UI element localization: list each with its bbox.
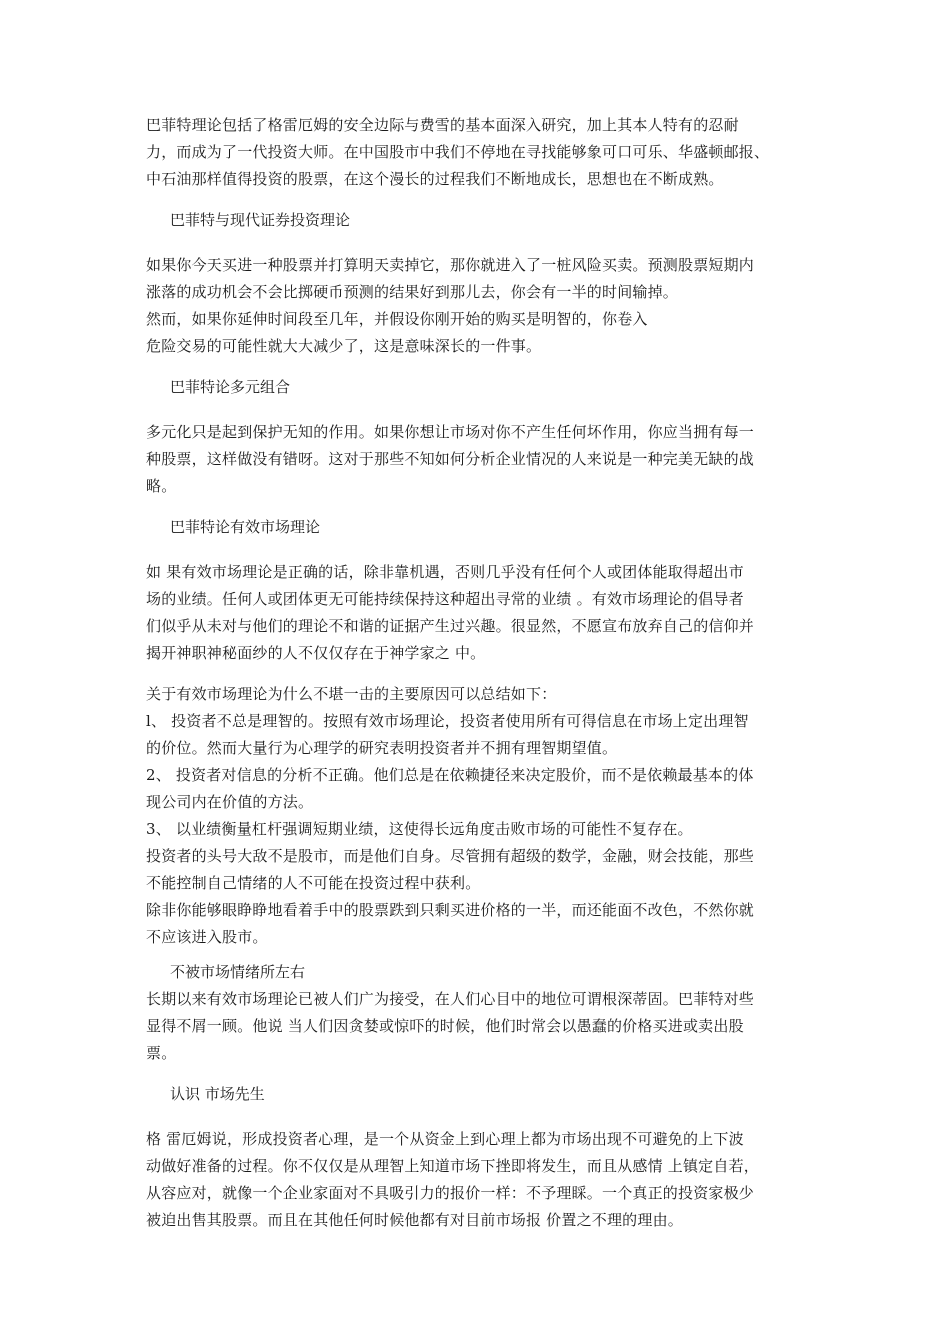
text-line: 除非你能够眼睁睁地看着手中的股票跌到只剩买进价格的一半，而还能面不改色，不然你就 xyxy=(146,901,755,919)
section-heading-efficient-market: 巴菲特论有效市场理论 xyxy=(170,518,321,536)
text-line: 的价位。然而大量行为心理学的研究表明投资者并不拥有理智期望值。 xyxy=(146,739,618,757)
section-heading-mr-market: 认识 市场先生 xyxy=(170,1085,265,1103)
text-line: 多元化只是起到保护无知的作用。如果你想让市场对你不产生任何坏作用，你应当拥有每一 xyxy=(146,423,755,441)
text-line: 长期以来有效市场理论已被人们广为接受，在人们心目中的地位可谓根深蒂固。巴菲特对些 xyxy=(146,990,755,1008)
text-line: 格 雷厄姆说，形成投资者心理，是一个从资金上到心理上都为市场出现不可避免的上下波 xyxy=(146,1130,744,1148)
text-line: 投资者的头号大敌不是股市，而是他们自身。尽管拥有超级的数学，金融，财会技能，那些 xyxy=(146,847,755,865)
reasons-list xyxy=(146,681,810,951)
section-heading-diversification: 巴菲特论多元组合 xyxy=(170,378,291,396)
text-line: 中石油那样值得投资的股票，在这个漫长的过程我们不断地成长，思想也在不断成熟。 xyxy=(146,170,724,188)
text-line: 巴菲特理论包括了格雷厄姆的安全边际与费雪的基本面深入研究，加上其本人特有的忍耐 xyxy=(146,116,739,134)
text-line: 场的业绩。任何人或团体更无可能持续保持这种超出寻常的业绩 。有效市场理论的倡导者 xyxy=(146,590,744,608)
text-line: 不应该进入股市。 xyxy=(146,928,268,946)
text-line: 涨落的成功机会不会比掷硬币预测的结果好到那儿去，你会有一半的时间输掉。 xyxy=(146,283,679,301)
text-line: 揭开神职神秘面纱的人不仅仅存在于神学家之 中。 xyxy=(146,644,486,662)
text-line: 票。 xyxy=(146,1044,177,1062)
text-line: 如果你今天买进一种股票并打算明天卖掉它，那你就进入了一桩风险买卖。预测股票短期内 xyxy=(146,256,755,274)
text-line: 不能控制自己情绪的人不可能在投资过程中获利。 xyxy=(146,874,481,892)
text-line: 危险交易的可能性就大大减少了，这是意味深长的一件事。 xyxy=(146,337,542,355)
text-line: 被迫出售其股票。而且在其他任何时候他都有对目前市场报 价置之不理的理由。 xyxy=(146,1211,683,1229)
efficient-market-paragraph xyxy=(146,559,810,667)
text-line: 如 果有效市场理论是正确的话，除非靠机遇，否则几乎没有任何个人或团体能取得超出市 xyxy=(146,563,744,581)
text-line: 显得不屑一顾。他说 当人们因贪婪或惊吓的时候，他们时常会以愚蠢的价格买进或卖出股 xyxy=(146,1017,744,1035)
list-item: l、 投资者不总是理智的。按照有效市场理论，投资者使用所有可得信息在市场上定出理智 xyxy=(146,712,749,730)
text-line: 略。 xyxy=(146,477,177,495)
text-line: 力，而成为了一代投资大师。在中国股市中我们不停地在寻找能够象可口可乐、华盛顿邮报、 xyxy=(146,143,770,161)
section-heading-emotions: 不被市场情绪所左右 xyxy=(170,963,306,981)
text-line: 们似乎从未对与他们的理论不和谐的证据产生过兴趣。很显然，不愿宣布放弃自己的信仰并 xyxy=(146,617,755,635)
text-line: 种股票，这样做没有错呀。这对于那些不知如何分析企业情况的人来说是一种完美无缺的战 xyxy=(146,450,755,468)
list-item: 3、 以业绩衡量杠杆强调短期业绩，这使得长远角度击败市场的可能性不复存在。 xyxy=(146,820,693,838)
intro-paragraph xyxy=(146,112,810,193)
modern-theory-paragraph xyxy=(146,252,810,360)
diversification-paragraph xyxy=(146,419,810,500)
text-line: 然而，如果你延伸时间段至几年，并假设你刚开始的购买是明智的，你卷入 xyxy=(146,310,648,328)
text-line: 现公司内在价值的方法。 xyxy=(146,793,314,811)
text-line: 动做好准备的过程。你不仅仅是从理智上知道市场下挫即将发生，而且从感情 上镇定自若， xyxy=(146,1157,759,1175)
emotions-paragraph xyxy=(146,986,810,1067)
section-heading-modern-theory: 巴菲特与现代证券投资理论 xyxy=(170,211,351,229)
text-line: 关于有效市场理论为什么不堪一击的主要原因可以总结如下： xyxy=(146,685,557,703)
list-item: 2、 投资者对信息的分析不正确。他们总是在依赖捷径来决定股价，而不是依赖最基本的体 xyxy=(146,766,754,784)
text-line: 从容应对，就像一个企业家面对不具吸引力的报价一样：不予理睬。一个真正的投资家极少 xyxy=(146,1184,755,1202)
mr-market-paragraph xyxy=(146,1126,810,1234)
document-page xyxy=(146,112,810,1234)
